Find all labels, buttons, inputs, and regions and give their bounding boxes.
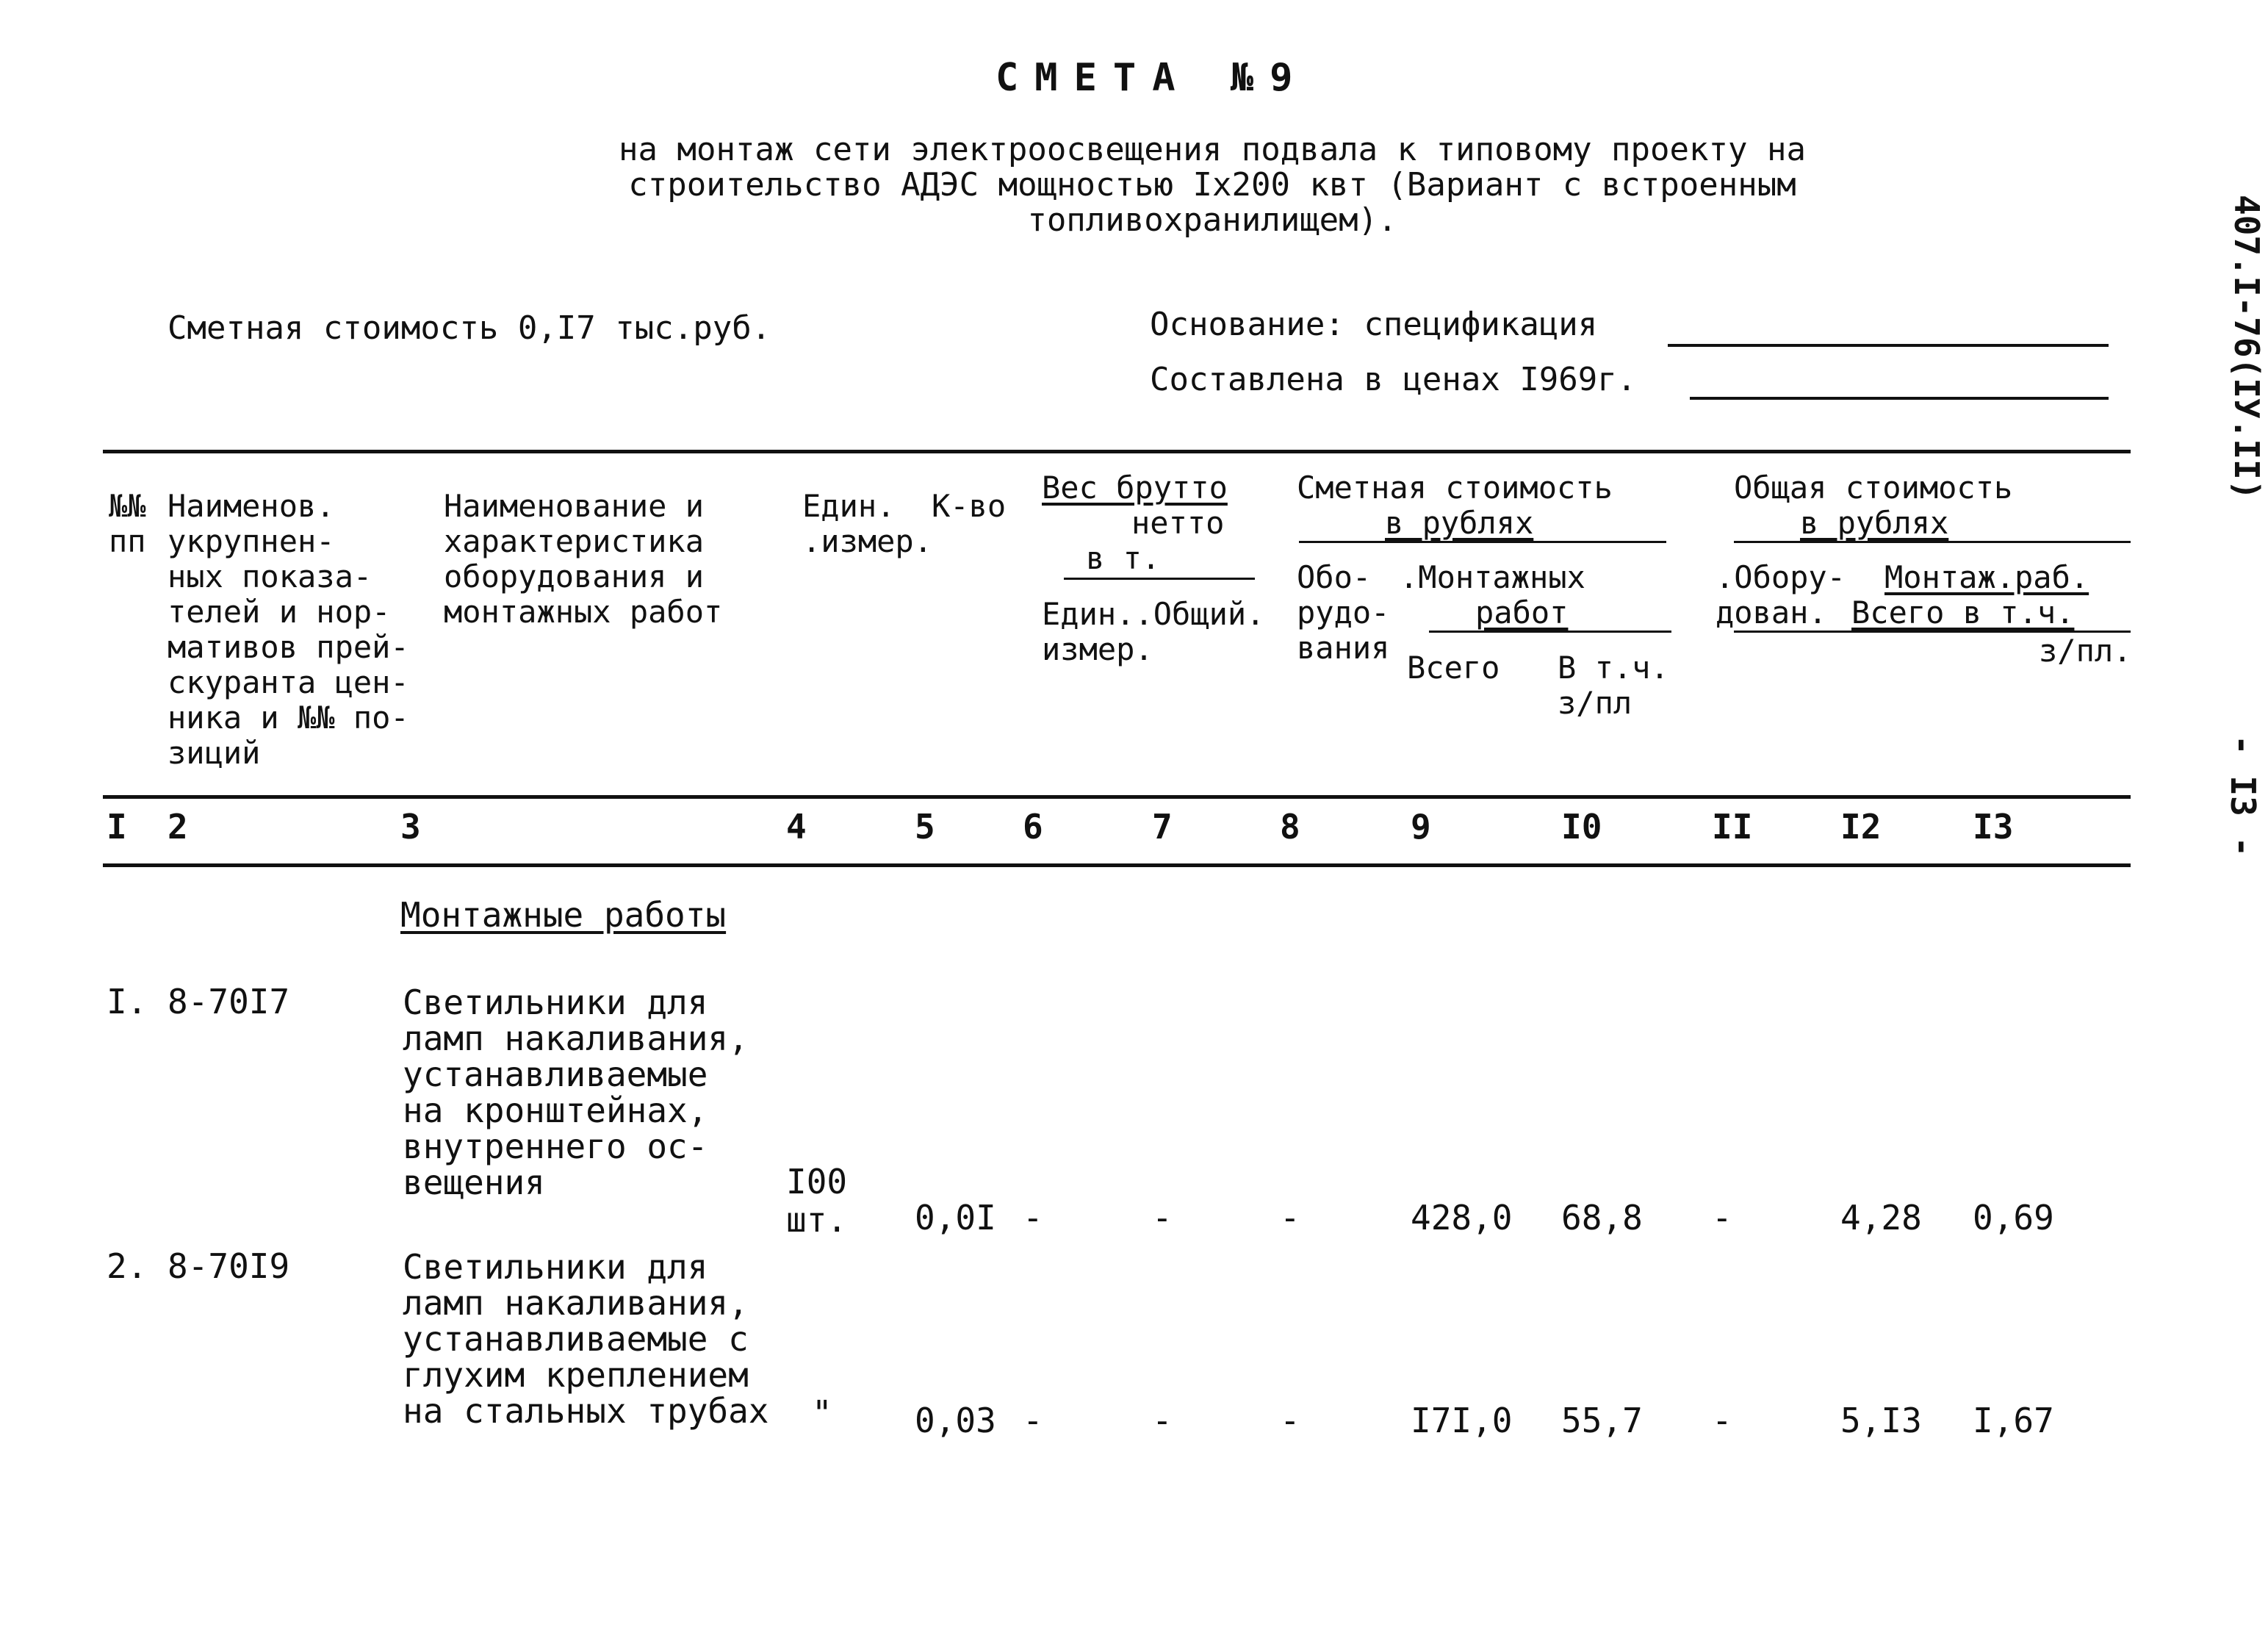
header-col-name: Наименование и характеристика оборудования и монтажных работ: [444, 488, 723, 630]
row-1-c12: 4,28: [1840, 1198, 1922, 1238]
header-total-rule: [1734, 541, 2131, 543]
header-col-num: №№ пп: [109, 488, 146, 559]
column-numbers-rule: [103, 863, 2131, 867]
row-2-c7: -: [1152, 1401, 1173, 1440]
column-number: 5: [915, 807, 935, 847]
side-page-number: - I3 -: [2223, 735, 2263, 858]
prices-label: Составлена в ценах I969г.: [1150, 361, 1637, 398]
row-1-qty: 0,0I: [915, 1198, 996, 1238]
row-1-unit: I00 шт.: [786, 1162, 848, 1240]
header-col-unit: Един. .измер.: [802, 488, 933, 559]
header-col-code: Наименов. укрупнен- ных показа- телей и нор- мативов прей- скуранта цен- ника и №№ по- зиций: [168, 488, 409, 771]
row-1-total: 428,0: [1411, 1198, 1513, 1238]
header-col-qty: К-во: [932, 488, 1007, 524]
row-1-c7: -: [1152, 1198, 1173, 1238]
header-weight-gross: Вес брутто: [1042, 470, 1228, 506]
column-number: II: [1712, 807, 1753, 847]
header-weight-sub: Един..Общий. измер.: [1042, 596, 1265, 667]
header-weight-net: нетто: [1131, 505, 1225, 541]
row-2-wages: 55,7: [1561, 1401, 1643, 1440]
header-total-unit: в рублях: [1800, 505, 1949, 541]
header-estimate-rule: [1299, 541, 1666, 543]
header-estimate-works: работ: [1475, 595, 1569, 631]
row-2-name: Светильники для ламп накаливания, устанавливаемые с глухим креплением на стальных трубах: [403, 1247, 769, 1431]
header-estimate-wages: В т.ч. з/пл: [1558, 650, 1669, 721]
column-number: 8: [1280, 807, 1300, 847]
column-number: 4: [786, 807, 807, 847]
basis-blank-line: [1668, 344, 2109, 347]
header-weight-unit: в т.: [1086, 540, 1161, 576]
row-2-code: 8-70I9: [168, 1246, 290, 1286]
header-estimate-equipment: Обо- рудо- вания: [1297, 559, 1390, 666]
row-1-name: Светильники для ламп накаливания, устанавливаемые на кронштейнах, внутреннего ос- вещения: [403, 983, 749, 1202]
row-2-c13: I,67: [1973, 1401, 2054, 1440]
row-1-c13: 0,69: [1973, 1198, 2054, 1238]
estimated-cost: Сметная стоимость 0,I7 тыс.руб.: [168, 309, 771, 347]
section-title: Монтажные работы: [400, 895, 727, 935]
row-1-code: 8-70I7: [168, 982, 290, 1021]
column-number: 3: [400, 807, 421, 847]
column-number: 7: [1152, 807, 1173, 847]
header-total-mounting: Монтаж.раб.: [1884, 559, 2089, 595]
row-2-unit: ": [812, 1393, 832, 1433]
row-1-num: I.: [107, 982, 148, 1021]
row-2-qty: 0,03: [915, 1401, 996, 1440]
row-2-total: I7I,0: [1411, 1401, 1513, 1440]
column-number: I0: [1561, 807, 1602, 847]
row-2-c12: 5,I3: [1840, 1401, 1922, 1440]
header-total-wages: з/пл.: [2039, 633, 2132, 669]
basis-label: Основание: спецификация: [1150, 306, 1598, 343]
header-total-equipment: .Обору- дован.: [1716, 559, 1846, 631]
column-number: 6: [1023, 807, 1043, 847]
prices-blank-line: [1690, 397, 2109, 400]
header-estimate-mounting: .Монтажных: [1400, 559, 1585, 595]
header-total: Общая стоимость: [1734, 470, 2013, 506]
row-2-c6: -: [1023, 1401, 1043, 1440]
header-bottom-rule: [103, 795, 2131, 799]
column-number: I2: [1840, 807, 1882, 847]
row-1-c6: -: [1023, 1198, 1043, 1238]
column-number: I: [107, 807, 127, 847]
header-estimate: Сметная стоимость: [1297, 470, 1613, 506]
header-estimate-unit: в рублях: [1385, 505, 1534, 541]
column-number: 2: [168, 807, 188, 847]
row-2-c8: -: [1280, 1401, 1300, 1440]
document-subtitle: на монтаж сети электроосвещения подвала к типовому проекту на строительство АДЭС мощностью Iх200 квт (Вариант с встроенным топливохранилищем).: [619, 131, 1806, 239]
header-estimate-total: Всего: [1407, 650, 1500, 686]
row-1-c11: -: [1712, 1198, 1732, 1238]
column-number: I3: [1973, 807, 2014, 847]
header-top-rule: [103, 450, 2131, 453]
header-estimate-works-rule: [1429, 631, 1671, 633]
row-1-wages: 68,8: [1561, 1198, 1643, 1238]
row-2-num: 2.: [107, 1246, 148, 1286]
header-weight-rule: [1064, 578, 1255, 580]
column-number: 9: [1411, 807, 1431, 847]
row-1-c8: -: [1280, 1198, 1300, 1238]
document-title: СМЕТА №9: [996, 56, 1309, 100]
header-total-sub: Всего в т.ч.: [1851, 595, 2075, 631]
side-code: 407.I-76(IУ.II): [2227, 195, 2267, 500]
row-2-c11: -: [1712, 1401, 1732, 1440]
